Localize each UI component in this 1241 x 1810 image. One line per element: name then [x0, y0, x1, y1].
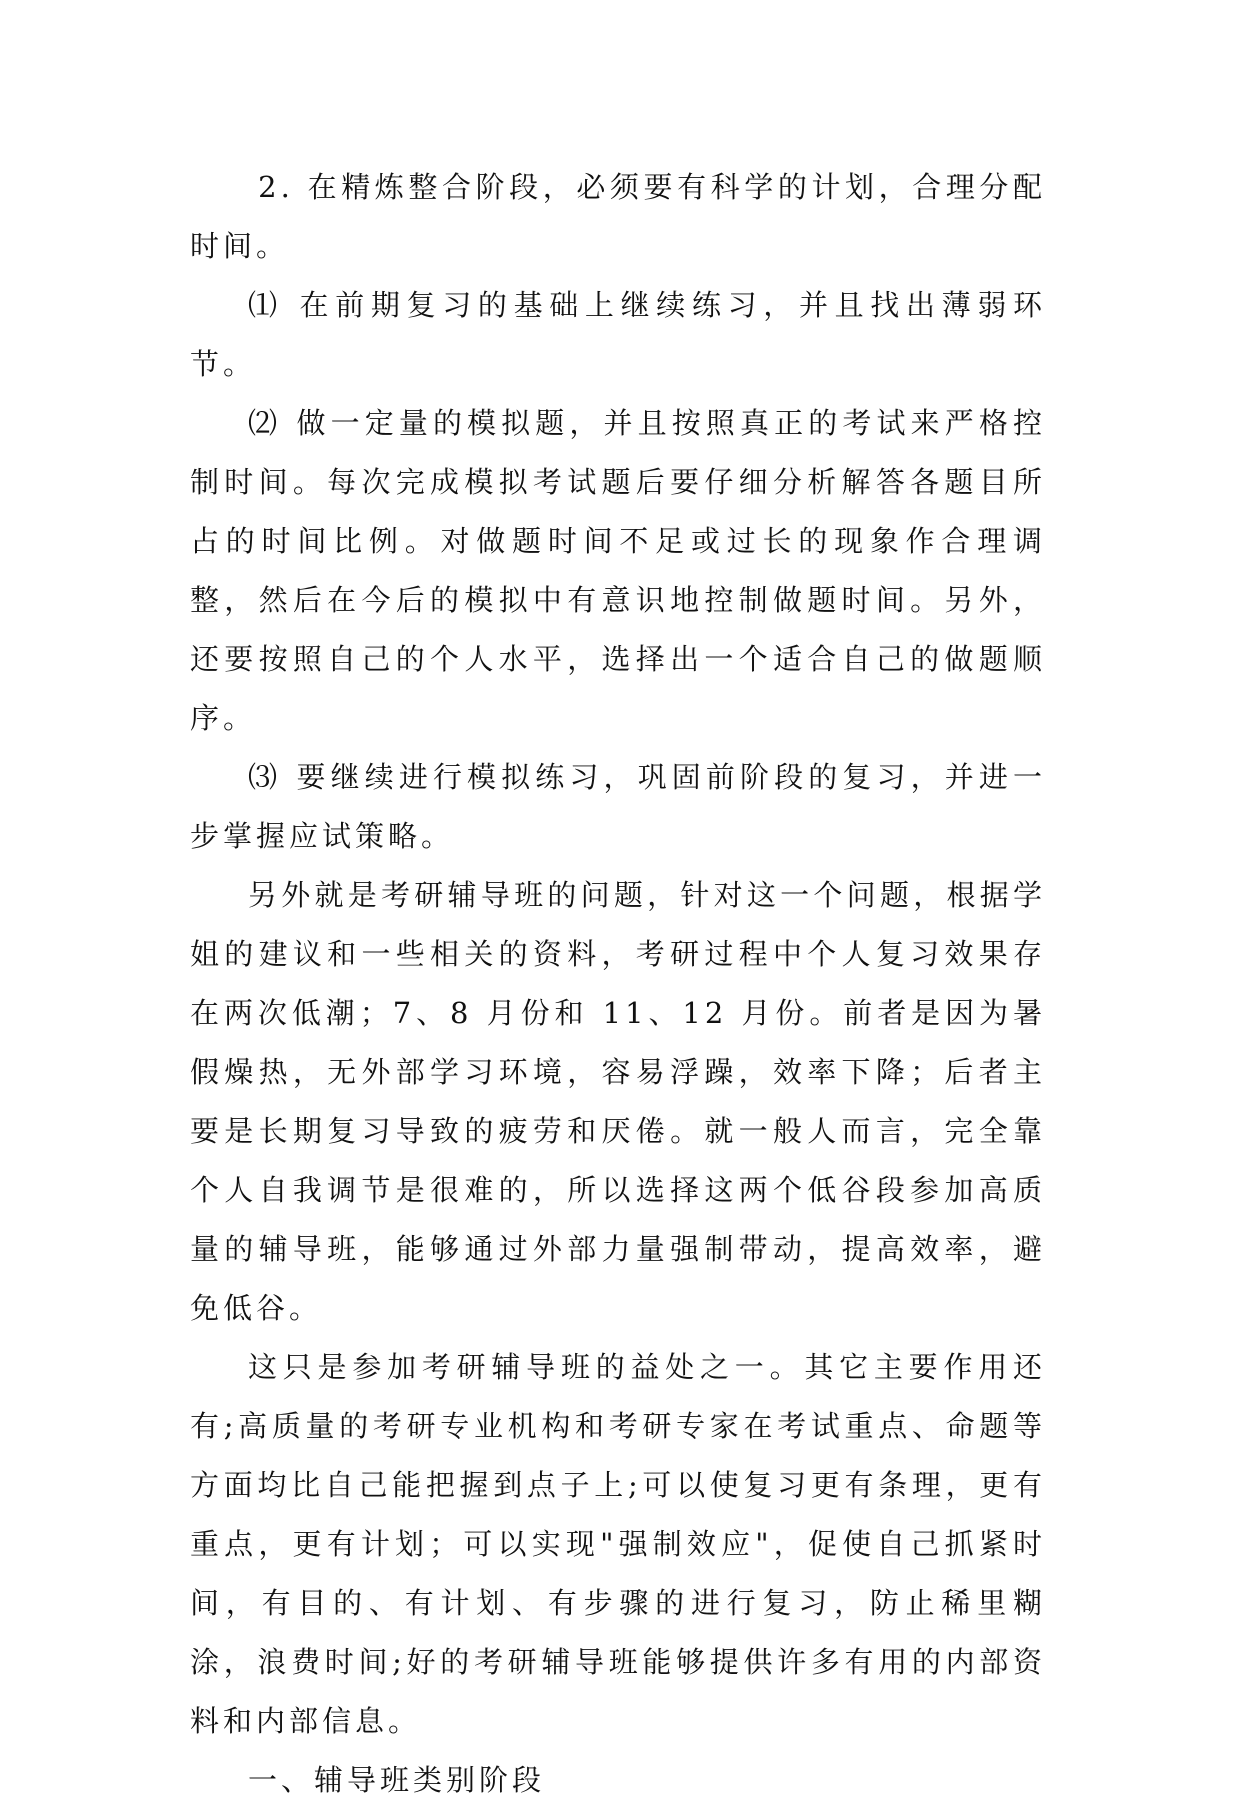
document-body: [190, 158, 1046, 1810]
section-heading: 一、辅导班类别阶段: [248, 1763, 546, 1797]
paragraph-tutoring-benefits: 这只是参加考研辅导班的益处之一。其它主要作用还有;高质量的考研专业机构和考研专家在考试重点、命题等方面均比自己能把握到点子上;可以使复习更有条理，更有重点，更有计划；可以实现"强制效应"，促使自己抓紧时间，有目的、有计划、有步骤的进行复习，防止稀里糊涂，浪费时间;好的考研辅导班能够提供许多有用的内部资料和内部信息。: [190, 1350, 1046, 1738]
paragraph-step-3: ⑶ 要继续进行模拟练习，巩固前阶段的复习，并进一步掌握应试策略。: [190, 760, 1046, 853]
paragraph-tutoring-issue: 另外就是考研辅导班的问题，针对这一个问题，根据学姐的建议和一些相关的资料，考研过程中个人复习效果存在两次低潮；7、8 月份和 11、12 月份。前者是因为暑假燥热，无外部学习环境，容易浮躁，效率下降；后者主要是长期复习导致的疲劳和厌倦。就一般人而言，完全靠个人自我调节是很难的，所以选择这两个低谷段参加高质量的辅导班，能够通过外部力量强制带动，提高效率，避免低谷。: [190, 878, 1046, 1325]
paragraph-step-2: ⑵ 做一定量的模拟题，并且按照真正的考试来严格控制时间。每次完成模拟考试题后要仔细分析解答各题目所占的时间比例。对做题时间不足或过长的现象作合理调整，然后在今后的模拟中有意识地控制做题时间。另外，还要按照自己的个人水平，选择出一个适合自己的做题顺序。: [190, 406, 1046, 735]
paragraph-step-1: ⑴ 在前期复习的基础上继续练习，并且找出薄弱环节。: [190, 288, 1046, 381]
paragraph-planning-stage: 2. 在精炼整合阶段，必须要有科学的计划，合理分配时间。: [190, 170, 1046, 263]
